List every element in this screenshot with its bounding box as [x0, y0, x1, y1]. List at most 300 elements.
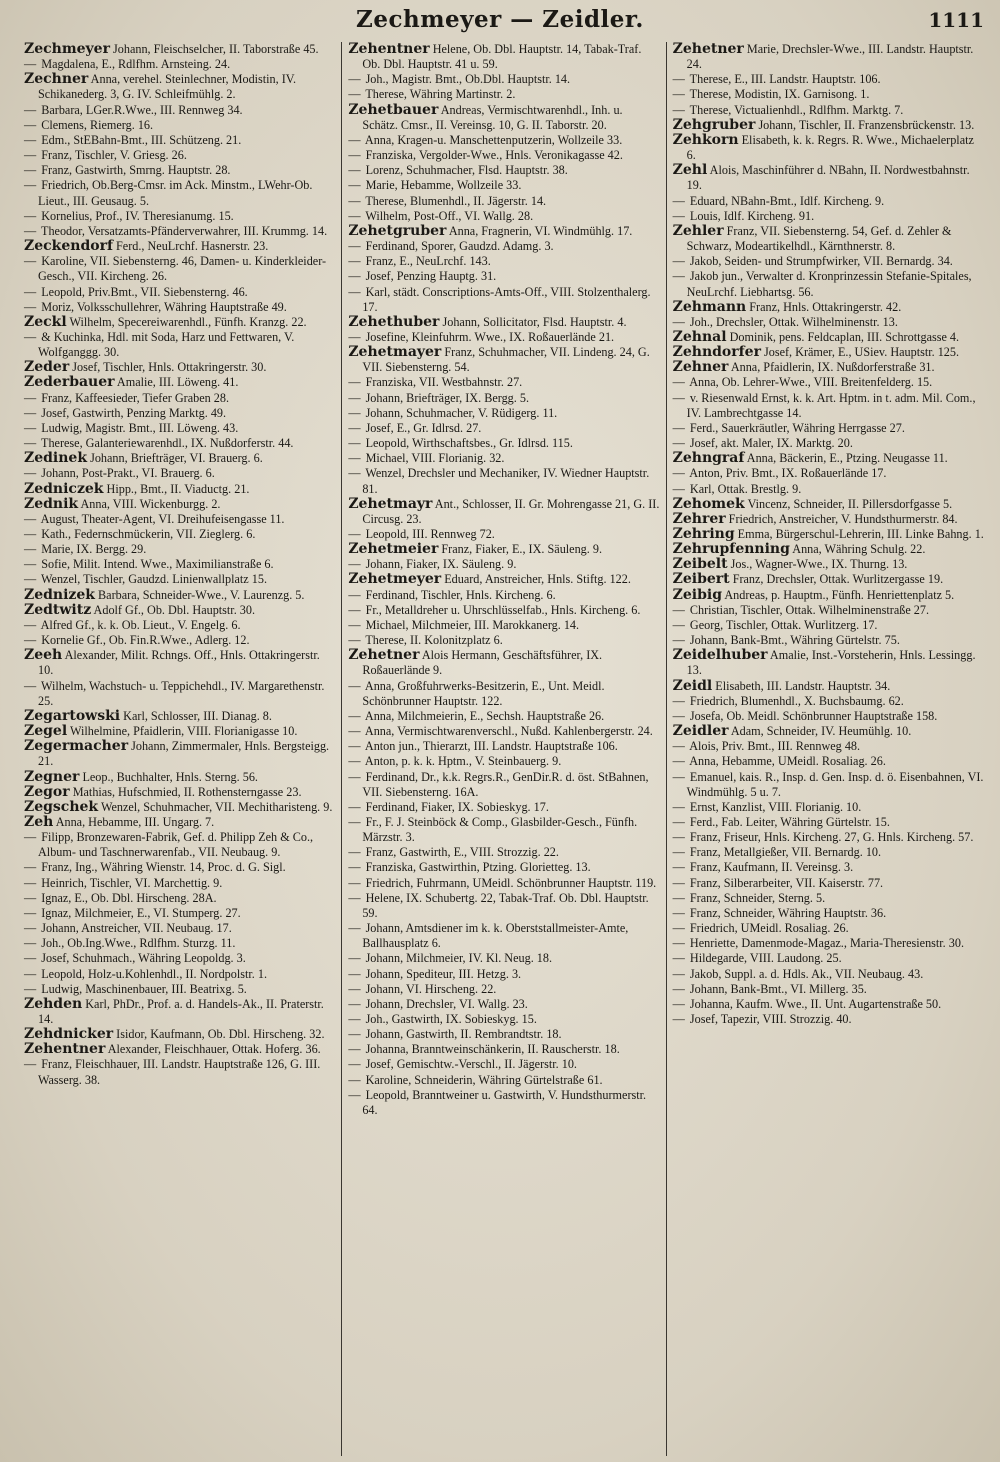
entry-surname: Zegschek — [24, 798, 99, 815]
directory-entry: — & Kuchinka, Hdl. mit Soda, Harz und Fettwaren, V. Wolfganggg. 30. — [24, 329, 295, 360]
directory-entry: — Johann, Spediteur, III. Hetzg. 3. — [348, 966, 522, 981]
directory-entry: — Franz, Friseur, Hnls. Kircheng. 27, G. Hnls. Kircheng. 57. — [672, 830, 974, 845]
entry-text: Karl, Schlosser, III. Dianag. 8. — [123, 708, 272, 723]
entry-surname: Zehl — [672, 162, 708, 179]
entry-text: Dominik, pens. Feldcaplan, III. Schrottgasse 4. — [729, 329, 960, 344]
directory-entry — [24, 588, 335, 603]
directory-entry — [348, 224, 659, 239]
entry-text: Josefine, Kleinfuhrm. Wwe., IX. Roßauerlände 21. — [365, 329, 615, 344]
entry-text: Franz, Schuhmacher, VII. Lindeng. 24, G. VII. Siebensterng. 54. — [362, 345, 650, 375]
directory-entry — [24, 375, 335, 390]
entry-text: Alexander, Milit. Rchngs. Off., Hnls. Ottakringerstr. 10. — [38, 648, 320, 678]
directory-entry: — Franz, Gastwirth, E., VIII. Strozzig. 22. — [348, 845, 559, 860]
page-header — [0, 6, 1000, 36]
entry-text: Johann, Gastwirth, II. Rembrandtstr. 18. — [365, 1027, 562, 1042]
directory-entry: — Hildegarde, VIII. Laudong. 25. — [672, 951, 842, 966]
entry-text: Ignaz, E., Ob. Dbl. Hirscheng. 28A. — [41, 890, 217, 905]
entry-text: Franz, Gastwirth, Smrng. Hauptstr. 28. — [41, 163, 231, 178]
directory-entry — [24, 724, 335, 739]
directory-entry: — Theodor, Versatzamts-Pfänderverwahrer, III. Krummg. 14. — [24, 223, 328, 238]
entry-surname: Zednizek — [24, 586, 95, 603]
entry-surname: Zedtwitz — [24, 601, 92, 618]
entry-text: Elisabeth, k. k. Regrs. R. Wwe., Michaelerplatz 6. — [686, 132, 974, 163]
entry-text: Therese, Victualienhdl., Rdlfhm. Marktg. 7. — [689, 102, 904, 117]
directory-entry: — Anna, Vermischtwarenverschl., Nußd. Kahlenbergerstr. 24. — [348, 724, 653, 739]
entry-surname: Zeibelt — [672, 556, 728, 573]
directory-entry: — Ferd., Fab. Leiter, Währing Gürtelstr. 15. — [672, 814, 890, 829]
entry-surname: Zedniczek — [24, 480, 104, 497]
directory-entry: — Michael, VIII. Florianig. 32. — [348, 451, 505, 466]
directory-entry — [673, 42, 984, 72]
directory-entry: — Heinrich, Tischler, VI. Marchettig. 9. — [24, 875, 223, 890]
directory-entry: — Franziska, Vergolder-Wwe., Hnls. Veronikagasse 42. — [348, 148, 623, 163]
entry-text: Marie, Drechsler-Wwe., III. Landstr. Hauptstr. 24. — [686, 42, 974, 72]
entry-text: Wilhelm, Wachstuch- u. Teppichehdl., IV. Margarethenstr. 25. — [38, 678, 325, 708]
entry-text: Anton, Priv. Bmt., IX. Roßauerlände 17. — [689, 466, 887, 481]
directory-entry: — Ludwig, Magistr. Bmt., III. Löweng. 43. — [24, 420, 239, 435]
entry-text: Josef, Gastwirth, Penzing Marktg. 49. — [41, 405, 227, 420]
entry-text: Ferdinand, Dr., k.k. Regrs.R., GenDir.R. d. öst. StBahnen, VII. Siebensterng. 16A. — [362, 769, 649, 799]
directory-entry: — Franz, Metallgießer, VII. Bernardg. 10. — [672, 845, 882, 860]
directory-entry: — Jakob, Suppl. a. d. Hdls. Ak., VII. Neubaug. 43. — [672, 966, 924, 981]
directory-entry — [673, 163, 984, 193]
entry-text: Kath., Federnschmückerin, VII. Zieglerg. 6. — [41, 527, 256, 541]
directory-entry: — Franz, Ing., Währing Wienstr. 14, Proc. d. G. Sigl. — [24, 860, 286, 875]
entry-text: Joh., Drechsler, Ottak. Wilhelminenstr. 13. — [689, 314, 898, 329]
directory-entry — [348, 103, 659, 133]
directory-entry: — Josef, Tapezir, VIII. Strozzig. 40. — [672, 1012, 852, 1026]
directory-entry — [24, 1027, 335, 1042]
entry-text: Franz, VII. Siebensterng. 54, Gef. d. Zehler & Schwarz, Modeartikelhdl., Kärnthnerstr. 8. — [686, 223, 952, 254]
directory-entry — [673, 648, 984, 678]
directory-entry: — Ignaz, E., Ob. Dbl. Hirscheng. 28A. — [24, 890, 217, 905]
entry-text: Barbara, Schneider-Wwe., V. Laurenzg. 5. — [98, 587, 305, 602]
directory-entry: — Johann, Post-Prakt., VI. Brauerg. 6. — [24, 466, 215, 481]
entry-text: Anna, Großfuhrwerks-Besitzerin, E., Unt. Meidl. Schönbrunner Hauptstr. 122. — [362, 678, 605, 708]
directory-columns — [22, 42, 990, 1456]
directory-entry — [24, 997, 335, 1027]
entry-text: Mathias, Hufschmied, II. Rothensterngasse 23. — [72, 784, 302, 799]
directory-entry — [24, 42, 335, 57]
entry-text: Johanna, Branntweinschänkerin, II. Rauscherstr. 18. — [365, 1042, 620, 1057]
entry-text: Johann, Tischler, II. Franzensbrückenstr. 13. — [758, 117, 975, 132]
directory-entry: — Wilhelm, Post-Off., VI. Wallg. 28. — [348, 208, 534, 223]
entry-text: Anna, Hebamme, UMeidl. Rosaliag. 26. — [689, 754, 886, 769]
directory-entry: — Filipp, Bronzewaren-Fabrik, Gef. d. Philipp Zeh & Co., Album- und Taschnerwarenfab., VII. Neubaug. 9. — [24, 830, 314, 860]
entry-surname: Zehetmayr — [348, 495, 433, 512]
directory-entry: — Georg, Tischler, Ottak. Wurlitzerg. 17. — [672, 617, 878, 632]
entry-text: Franz, Tischler, V. Griesg. 26. — [41, 148, 187, 163]
entry-text: Franz, Gastwirth, E., VIII. Strozzig. 22. — [365, 845, 559, 860]
directory-entry: — Johann, Gastwirth, II. Rembrandtstr. 18. — [348, 1027, 562, 1042]
entry-text: Friedrich, Anstreicher, V. Hundsthurmerstr. 84. — [728, 511, 958, 526]
directory-entry — [348, 542, 659, 557]
entry-text: Franziska, VII. Westbahnstr. 27. — [365, 375, 523, 390]
directory-entry — [24, 315, 335, 330]
entry-text: Magdalena, E., Rdlfhm. Arnsteing. 24. — [41, 57, 231, 72]
directory-entry: — Alois, Priv. Bmt., III. Rennweg 48. — [672, 739, 861, 754]
entry-text: Therese, Blumenhdl., II. Jägerstr. 14. — [365, 193, 547, 208]
entry-surname: Zehentner — [24, 1041, 106, 1058]
entry-text: Emanuel, kais. R., Insp. d. Gen. Insp. d. ö. Eisenbahnen, VI. Windmühlg. 5 u. 7. — [686, 769, 984, 799]
entry-text: Johann, Drechsler, VI. Wallg. 23. — [365, 996, 528, 1011]
directory-entry: — Johann, Bank-Bmt., Währing Gürtelstr. 75. — [672, 633, 900, 648]
entry-text: Franz, Hnls. Ottakringerstr. 42. — [749, 299, 902, 314]
directory-entry: — Friedrich, Ob.Berg-Cmsr. im Ack. Minstm., LWehr-Ob. Lieut., III. Geusaug. 5. — [24, 178, 313, 208]
entry-text: Anton, p. k. k. Hptm., V. Steinbauerg. 9. — [364, 754, 562, 769]
page-number: 1111 — [928, 8, 984, 32]
directory-entry: — Josef, Gemischtw.-Verschl., II. Jägerstr. 10. — [348, 1057, 577, 1072]
directory-entry: — Eduard, NBahn-Bmt., Idlf. Kircheng. 9. — [672, 193, 885, 208]
directory-entry: — Franz, Silberarbeiter, VII. Kaiserstr. 77. — [672, 875, 884, 890]
entry-text: Johann, Schuhmacher, V. Rüdigerg. 11. — [365, 405, 558, 420]
entry-text: Alois Hermann, Geschäftsführer, IX. Roßauerlände 9. — [362, 648, 603, 678]
directory-entry: — Emanuel, kais. R., Insp. d. Gen. Insp. d. ö. Eisenbahnen, VI. Windmühlg. 5 u. 7. — [672, 769, 984, 799]
directory-entry: — Anton, p. k. k. Hptm., V. Steinbauerg. 9. — [348, 754, 562, 769]
directory-entry: — Leopold, Wirthschaftsbes., Gr. Idlrsd. 115. — [348, 436, 573, 451]
entry-surname: Zehden — [24, 995, 83, 1012]
entry-surname: Zegner — [24, 768, 80, 785]
entry-text: Fr., Metalldreher u. Uhrschlüsselfab., Hnls. Kircheng. 6. — [365, 602, 641, 617]
directory-entry: — Therese, Victualienhdl., Rdlfhm. Marktg. 7. — [672, 102, 904, 117]
entry-text: Leopold, Holz-u.Kohlenhdl., II. Nordpolstr. 1. — [41, 966, 268, 981]
directory-entry: — Kornelie Gf., Ob. Fin.R.Wwe., Adlerg. 12. — [24, 633, 250, 648]
directory-entry — [24, 709, 335, 724]
directory-entry: — Christian, Tischler, Ottak. Wilhelminenstraße 27. — [672, 602, 930, 617]
entry-text: Anna, Vermischtwarenverschl., Nußd. Kahlenbergerstr. 24. — [364, 724, 653, 739]
page-title: Zechmeyer — Zeidler. — [356, 6, 644, 33]
entry-text: Johann, Spediteur, III. Hetzg. 3. — [365, 966, 522, 981]
directory-entry: — Therese, Blumenhdl., II. Jägerstr. 14. — [348, 193, 547, 208]
entry-text: Franz, Metallgießer, VII. Bernardg. 10. — [689, 845, 882, 860]
entry-text: Andreas, p. Hauptm., Fünfh. Henriettenplatz 5. — [724, 587, 955, 602]
entry-text: Josef, Penzing Hauptg. 31. — [365, 269, 497, 284]
entry-text: Friedrich, Blumenhdl., X. Buchsbaumg. 62. — [689, 693, 904, 708]
directory-entry — [348, 315, 659, 330]
entry-text: Heinrich, Tischler, VI. Marchettig. 9. — [41, 875, 223, 890]
entry-text: Karoline, Schneiderin, Währing Gürtelstraße 61. — [365, 1072, 603, 1087]
entry-surname: Zehkorn — [672, 131, 739, 148]
directory-entry — [24, 800, 335, 815]
entry-text: Edm., StEBahn-Bmt., III. Schützeng. 21. — [41, 132, 242, 147]
directory-entry: — Karoline, VII. Siebensterng. 46, Damen- u. Kinderkleider-Gesch., VII. Kircheng. 26. — [24, 254, 327, 284]
directory-entry: — Johanna, Branntweinschänkerin, II. Rauscherstr. 18. — [348, 1042, 620, 1057]
directory-entry: — Magdalena, E., Rdlfhm. Arnsteing. 24. — [24, 57, 231, 72]
directory-entry — [348, 497, 659, 527]
entry-text: Jakob, Seiden- und Strumpfwirker, VII. Bernardg. 34. — [689, 254, 953, 269]
entry-text: Louis, Idlf. Kircheng. 91. — [689, 208, 815, 223]
entry-surname: Zeibert — [672, 571, 730, 588]
entry-surname: Zehetner — [672, 42, 744, 57]
entry-surname: Zehethuber — [348, 313, 440, 330]
directory-entry: — Ernst, Kanzlist, VIII. Florianig. 10. — [672, 799, 862, 814]
entry-surname: Zehetmeier — [348, 541, 439, 558]
directory-entry: — Michael, Milchmeier, III. Marokkanerg. 14. — [348, 617, 580, 632]
entry-text: Franziska, Vergolder-Wwe., Hnls. Veronikagasse 42. — [365, 148, 623, 163]
directory-entry: — Marie, IX. Bergg. 29. — [24, 542, 147, 557]
directory-entry — [24, 603, 335, 618]
entry-surname: Zegermacher — [24, 738, 129, 755]
entry-text: Ferd., Sauerkräutler, Währing Herrgasse 27. — [689, 420, 905, 435]
entry-surname: Zehner — [672, 359, 729, 376]
directory-entry: — Wenzel, Tischler, Gaudzd. Linienwallplatz 15. — [24, 572, 267, 587]
directory-entry: — Alfred Gf., k. k. Ob. Lieut., V. Engelg. 6. — [24, 617, 241, 632]
directory-entry — [673, 118, 984, 133]
entry-text: Anna, Währing Schulg. 22. — [792, 542, 926, 557]
directory-entry: — Friedrich, Fuhrmann, UMeidl. Schönbrunner Hauptstr. 119. — [348, 875, 657, 890]
entry-text: Franz, Kaffeesieder, Tiefer Graben 28. — [41, 390, 230, 405]
directory-entry — [24, 739, 335, 769]
directory-entry: — Sofie, Milit. Intend. Wwe., Maximilianstraße 6. — [24, 557, 274, 572]
entry-text: Johann, Bank-Bmt., Währing Gürtelstr. 75. — [689, 633, 900, 648]
entry-surname: Zehentner — [348, 42, 430, 57]
directory-entry — [673, 724, 984, 739]
directory-entry: — Fr., Metalldreher u. Uhrschlüsselfab., Hnls. Kircheng. 6. — [348, 602, 641, 617]
entry-text: Ludwig, Magistr. Bmt., III. Löweng. 43. — [41, 420, 239, 435]
directory-entry: — Anna, Kragen-u. Manschettenputzerin, Wollzeile 33. — [348, 132, 623, 147]
entry-surname: Zeibig — [672, 586, 722, 603]
directory-entry — [673, 679, 984, 694]
entry-surname: Zeckl — [24, 313, 67, 330]
column-1 — [22, 42, 341, 1456]
directory-entry: — Kath., Federnschmückerin, VII. Zieglerg. 6. — [24, 527, 256, 541]
directory-entry: — Franz, E., NeuLrchf. 143. — [348, 254, 491, 269]
entry-text: Adam, Schneider, IV. Heumühlg. 10. — [730, 724, 912, 739]
entry-surname: Zehetmeyer — [348, 571, 442, 588]
entry-text: Ferd., NeuLrchf. Hasnerstr. 23. — [116, 239, 269, 254]
directory-entry: — Therese, Galanteriewarenhdl., IX. Nußdorferstr. 44. — [24, 436, 294, 451]
directory-entry — [673, 497, 984, 512]
directory-entry: — Josef, Penzing Hauptg. 31. — [348, 269, 497, 284]
entry-text: Jos., Wagner-Wwe., IX. Thurng. 13. — [730, 557, 908, 572]
directory-entry: — Franz, Schneider, Währing Hauptstr. 36. — [672, 905, 887, 920]
entry-text: Johann, Zimmermaler, Hnls. Bergsteigg. 21. — [38, 739, 330, 769]
directory-entry: — Franz, Schneider, Sterng. 5. — [672, 890, 826, 905]
directory-entry: — August, Theater-Agent, VI. Dreihufeisengasse 11. — [24, 511, 285, 526]
directory-entry: — Leopold, Branntweiner u. Gastwirth, V. Hundsthurmerstr. 64. — [348, 1087, 647, 1117]
directory-entry: — Clemens, Riemerg. 16. — [24, 117, 154, 132]
directory-entry: — Leopold, III. Rennweg 72. — [348, 527, 495, 541]
directory-entry: — Josef, E., Gr. Idlrsd. 27. — [348, 420, 482, 435]
entry-surname: Zederbauer — [24, 374, 115, 391]
directory-entry — [348, 572, 659, 587]
entry-surname: Zegor — [24, 783, 70, 800]
entry-text: Franz, Fiaker, E., IX. Säuleng. 9. — [441, 542, 603, 557]
entry-surname: Zeidl — [672, 677, 713, 694]
entry-text: Marie, IX. Bergg. 29. — [41, 542, 147, 557]
directory-entry: — Lorenz, Schuhmacher, Flsd. Hauptstr. 38. — [348, 163, 568, 178]
entry-text: Franz, Silberarbeiter, VII. Kaiserstr. 77. — [689, 875, 884, 890]
entry-text: Johann, Briefträger, VI. Brauerg. 6. — [90, 451, 263, 466]
entry-text: Karl, städt. Conscriptions-Amts-Off., VIII. Stolzenthalerg. 17. — [362, 284, 651, 314]
directory-entry — [24, 72, 335, 102]
entry-text: Alexander, Fleischhauer, Ottak. Hoferg. 36. — [107, 1042, 321, 1057]
entry-text: Franz, Friseur, Hnls. Kircheng. 27, G. Hnls. Kircheng. 57. — [689, 830, 974, 845]
directory-entry — [673, 542, 984, 557]
entry-text: Fr., F. J. Steinböck & Comp., Glasbilder-Gesch., Fünfh. Märzstr. 3. — [362, 814, 638, 845]
entry-text: Josef, E., Gr. Idlrsd. 27. — [365, 420, 482, 435]
entry-text: Helene, Ob. Dbl. Hauptstr. 14, Tabak-Traf. Ob. Dbl. Hauptstr. 41 u. 59. — [362, 42, 642, 72]
entry-surname: Zehomek — [672, 495, 745, 512]
entry-text: Therese, E., III. Landstr. Hauptstr. 106. — [689, 72, 881, 87]
entry-text: Karl, PhDr., Prof. a. d. Handels-Ak., II. Praterstr. 14. — [38, 996, 324, 1026]
directory-entry: — Johann, Amtsdiener im k. k. Oberststallmeister-Amte, Ballhausplatz 6. — [348, 921, 629, 951]
directory-entry — [24, 239, 335, 254]
directory-entry: — v. Riesenwald Ernst, k. k. Art. Hptm. in t. adm. Mil. Com., IV. Lambrechtgasse 14. — [672, 390, 976, 420]
entry-text: Josef, Krämer, E., USiev. Hauptstr. 125. — [764, 345, 960, 360]
directory-entry: — Johann, Anstreicher, VII. Neubaug. 17. — [24, 921, 232, 936]
entry-text: Therese, Währing Martinstr. 2. — [365, 87, 516, 102]
entry-text: Wilhelm, Specereiwarenhdl., Fünfh. Kranzg. 22. — [69, 314, 307, 329]
entry-text: Leopold, Wirthschaftsbes., Gr. Idlrsd. 115. — [365, 436, 573, 451]
directory-entry — [24, 785, 335, 800]
entry-text: Johann, Anstreicher, VII. Neubaug. 17. — [41, 921, 232, 936]
entry-text: Joh., Gastwirth, IX. Sobieskyg. 15. — [365, 1012, 537, 1026]
entry-text: Johann, Bank-Bmt., VI. Millerg. 35. — [689, 981, 867, 996]
directory-entry: — Ferdinand, Fiaker, IX. Sobieskyg. 17. — [348, 799, 549, 814]
entry-text: Amalie, III. Löweng. 41. — [116, 375, 239, 390]
entry-text: Anna, Pfaidlerin, IX. Nußdorferstraße 31. — [730, 360, 935, 375]
directory-entry: — Ferdinand, Sporer, Gaudzd. Adamg. 3. — [348, 239, 554, 254]
directory-entry: — Anna, Ob. Lehrer-Wwe., VIII. Breitenfelderg. 15. — [672, 375, 933, 390]
entry-text: Ferdinand, Tischler, Hnls. Kircheng. 6. — [365, 587, 556, 602]
directory-entry: — Franziska, Gastwirthin, Ptzing. Glorietteg. 13. — [348, 860, 591, 875]
entry-text: Filipp, Bronzewaren-Fabrik, Gef. d. Philipp Zeh & Co., Album- und Taschnerwarenfab., VII. Neubaug. 9. — [38, 830, 314, 860]
entry-text: Hildegarde, VIII. Laudong. 25. — [689, 951, 842, 966]
entry-text: Ferdinand, Fiaker, IX. Sobieskyg. 17. — [365, 799, 549, 814]
entry-text: & Kuchinka, Hdl. mit Soda, Harz und Fettwaren, V. Wolfganggg. 30. — [38, 329, 295, 360]
entry-text: Therese, Modistin, IX. Garnisong. 1. — [689, 87, 870, 102]
entry-surname: Zechner — [24, 71, 89, 88]
entry-text: Eduard, Anstreicher, Hnls. Stiftg. 122. — [444, 572, 631, 587]
entry-text: Josef, akt. Maler, IX. Marktg. 20. — [689, 436, 853, 451]
entry-text: Leopold, Priv.Bmt., VII. Siebensterng. 46. — [41, 284, 248, 299]
directory-entry — [24, 451, 335, 466]
entry-surname: Zehler — [672, 222, 724, 239]
entry-text: Karl, Ottak. Brestlg. 9. — [689, 481, 802, 496]
entry-text: Michael, VIII. Florianig. 32. — [365, 451, 505, 466]
entry-text: Joh., Magistr. Bmt., Ob.Dbl. Hauptstr. 14. — [365, 72, 571, 87]
directory-entry: — Anton, Priv. Bmt., IX. Roßauerlände 17. — [672, 466, 887, 481]
entry-text: Wenzel, Tischler, Gaudzd. Linienwallplatz 15. — [41, 572, 267, 587]
directory-entry — [673, 588, 984, 603]
directory-entry: — Franz, Gastwirth, Smrng. Hauptstr. 28. — [24, 163, 231, 178]
directory-entry: — Friedrich, Blumenhdl., X. Buchsbaumg. 62. — [672, 693, 904, 708]
entry-text: Amalie, Inst.-Vorsteherin, Hnls. Lessingg. 13. — [686, 648, 976, 678]
entry-text: Sofie, Milit. Intend. Wwe., Maximilianstraße 6. — [41, 557, 274, 572]
directory-entry — [673, 224, 984, 254]
entry-text: Barbara, LGer.R.Wwe., III. Rennweg 34. — [41, 102, 243, 117]
directory-entry — [673, 330, 984, 345]
entry-text: Anna, Ob. Lehrer-Wwe., VIII. Breitenfelderg. 15. — [689, 375, 933, 390]
entry-text: Joh., Ob.Ing.Wwe., Rdlfhm. Sturzg. 11. — [41, 936, 236, 951]
entry-text: Kornelie Gf., Ob. Fin.R.Wwe., Adlerg. 12. — [41, 633, 250, 648]
entry-text: Johann, Fleischselcher, II. Taborstraße 45. — [113, 42, 319, 56]
entry-text: Moriz, Volksschullehrer, Währing Hauptstraße 49. — [41, 299, 287, 314]
entry-surname: Zeidelhuber — [672, 647, 768, 664]
directory-entry: — Ferdinand, Dr., k.k. Regrs.R., GenDir.R. d. öst. StBahnen, VII. Siebensterng. 16A. — [348, 769, 649, 799]
entry-text: Anna, verehel. Steinlechner, Modistin, IV. Schikanederg. 3, G. IV. Schleifmühlg. 2. — [38, 72, 297, 102]
entry-surname: Zeh — [24, 813, 54, 830]
entry-surname: Zeeh — [24, 647, 63, 664]
entry-text: Franz, Fleischhauer, III. Landstr. Hauptstraße 126, G. III. Wasserg. 38. — [38, 1057, 321, 1087]
directory-entry: — Louis, Idlf. Kircheng. 91. — [672, 208, 815, 223]
entry-surname: Zehring — [672, 526, 735, 542]
directory-entry: — Karl, Ottak. Brestlg. 9. — [672, 481, 802, 496]
directory-entry — [673, 512, 984, 527]
directory-entry: — Johann, Bank-Bmt., VI. Millerg. 35. — [672, 981, 867, 996]
directory-entry — [24, 770, 335, 785]
directory-entry: — Joh., Magistr. Bmt., Ob.Dbl. Hauptstr. 14. — [348, 72, 571, 87]
entry-text: Ferd., Fab. Leiter, Währing Gürtelstr. 15. — [689, 814, 890, 829]
directory-entry — [24, 815, 335, 830]
entry-text: Helene, IX. Schubertg. 22, Tabak-Traf. Ob. Dbl. Hauptstr. 59. — [362, 890, 649, 920]
directory-entry: — Anton jun., Thierarzt, III. Landstr. Hauptstraße 106. — [348, 739, 618, 754]
directory-entry: — Franz, Fleischhauer, III. Landstr. Hauptstraße 126, G. III. Wasserg. 38. — [24, 1057, 321, 1087]
entry-text: Johann, Milchmeier, IV. Kl. Neug. 18. — [365, 951, 553, 966]
directory-entry: — Joh., Gastwirth, IX. Sobieskyg. 15. — [348, 1012, 537, 1026]
entry-text: Josef, Schuhmach., Währing Leopoldg. 3. — [41, 951, 246, 966]
entry-text: Marie, Hebamme, Wollzeile 33. — [365, 178, 522, 193]
entry-text: Anna, Milchmeierin, E., Sechsh. Hauptstraße 26. — [364, 708, 605, 723]
entry-text: Andreas, Vermischtwarenhdl., Inh. u. Schätz. Cmsr., II. Vereinsg. 10, G. II. Taborstr. 20. — [362, 102, 623, 132]
entry-surname: Zehetbauer — [348, 101, 439, 118]
directory-entry: — Johann, Drechsler, VI. Wallg. 23. — [348, 996, 528, 1011]
directory-entry — [673, 300, 984, 315]
directory-entry: — Wenzel, Drechsler und Mechaniker, IV. Wiedner Hauptstr. 81. — [348, 466, 650, 496]
directory-entry: — Franz, Kaufmann, II. Vereinsg. 3. — [672, 860, 854, 875]
entry-text: Alfred Gf., k. k. Ob. Lieut., V. Engelg. 6. — [40, 617, 241, 632]
directory-entry: — Joh., Drechsler, Ottak. Wilhelminenstr. 13. — [672, 314, 898, 329]
directory-entry: — Johanna, Kaufm. Wwe., II. Unt. Augartenstraße 50. — [672, 996, 942, 1011]
entry-text: Anna, Kragen-u. Manschettenputzerin, Wollzeile 33. — [364, 132, 623, 147]
directory-entry: — Marie, Hebamme, Wollzeile 33. — [348, 178, 522, 193]
entry-text: Ignaz, Milchmeier, E., VI. Stumperg. 27. — [41, 905, 241, 920]
directory-entry — [24, 360, 335, 375]
entry-text: Theodor, Versatzamts-Pfänderverwahrer, III. Krummg. 14. — [41, 223, 328, 238]
directory-entry: — Karoline, Schneiderin, Währing Gürtelstraße 61. — [348, 1072, 603, 1087]
entry-text: Johann, Briefträger, IX. Bergg. 5. — [365, 390, 529, 405]
entry-text: v. Riesenwald Ernst, k. k. Art. Hptm. in t. adm. Mil. Com., IV. Lambrechtgasse 14. — [686, 390, 976, 420]
entry-surname: Zehrupfenning — [672, 541, 790, 558]
entry-text: Ant., Schlosser, II. Gr. Mohrengasse 21, G. II. Circusg. 23. — [362, 496, 660, 526]
directory-entry: — Josef, akt. Maler, IX. Marktg. 20. — [672, 436, 853, 451]
entry-surname: Zehmann — [672, 298, 747, 315]
entry-text: Eduard, NBahn-Bmt., Idlf. Kircheng. 9. — [689, 193, 885, 208]
directory-entry: — Johann, Milchmeier, IV. Kl. Neug. 18. — [348, 951, 553, 966]
entry-text: Jakob, Suppl. a. d. Hdls. Ak., VII. Neubaug. 43. — [689, 966, 924, 981]
entry-text: Jakob jun., Verwalter d. Kronprinzessin Stefanie-Spitales, NeuLrchf. Liebhartsg. 56. — [686, 269, 972, 299]
directory-entry: — Leopold, Holz-u.Kohlenhdl., II. Nordpolstr. 1. — [24, 966, 268, 981]
entry-text: Franz, Schneider, Währing Hauptstr. 36. — [689, 905, 887, 920]
entry-text: Isidor, Kaufmann, Ob. Dbl. Hirscheng. 32. — [116, 1027, 325, 1042]
directory-entry: — Johann, Briefträger, IX. Bergg. 5. — [348, 390, 529, 405]
directory-entry: — Ferd., Sauerkräutler, Währing Herrgasse 27. — [672, 420, 905, 435]
entry-text: Michael, Milchmeier, III. Marokkanerg. 14. — [365, 617, 580, 632]
directory-entry: — Franz, Kaffeesieder, Tiefer Graben 28. — [24, 390, 230, 405]
entry-surname: Zeder — [24, 359, 70, 376]
directory-entry: — Edm., StEBahn-Bmt., III. Schützeng. 21. — [24, 132, 242, 147]
entry-text: Emma, Bürgerschul-Lehrerin, III. Linke Bahng. 1. — [737, 527, 984, 541]
directory-entry: — Franz, Tischler, V. Griesg. 26. — [24, 148, 187, 163]
entry-surname: Zehrer — [672, 510, 726, 527]
entry-surname: Zehdnicker — [24, 1026, 114, 1043]
entry-text: August, Theater-Agent, VI. Dreihufeisengasse 11. — [40, 511, 285, 526]
directory-entry — [348, 42, 659, 72]
entry-text: Kornelius, Prof., IV. Theresianumg. 15. — [41, 208, 234, 223]
entry-text: Franz, E., NeuLrchf. 143. — [365, 254, 491, 269]
entry-text: Johann, Fiaker, IX. Säuleng. 9. — [365, 557, 517, 572]
